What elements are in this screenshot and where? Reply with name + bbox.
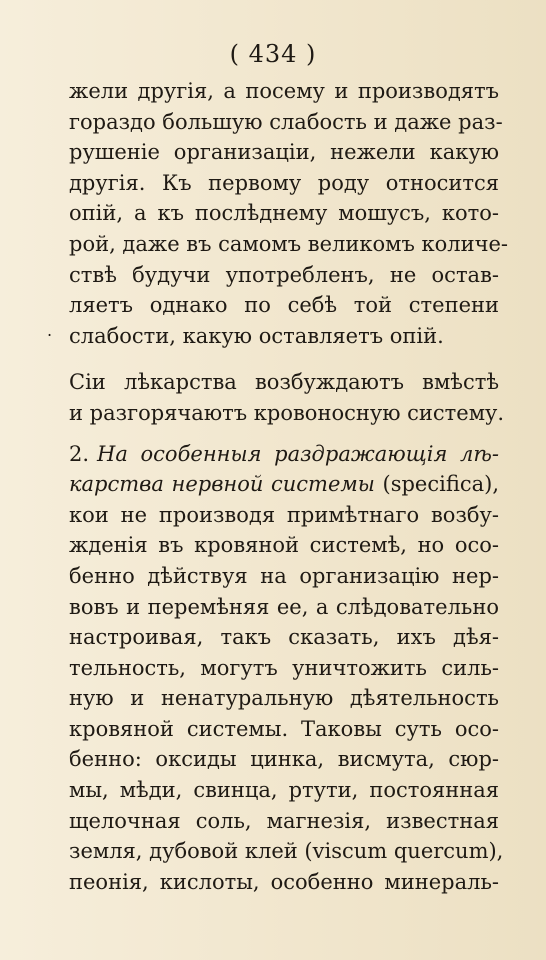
section-number: 2. <box>69 441 90 466</box>
text-line: рушеніе организаціи, нежели какую <box>69 140 499 165</box>
margin-dot: . <box>47 321 53 340</box>
text-line: бенно дѣйствуя на организацію нер- <box>69 563 499 588</box>
text-line: щелочная соль, магнезія, известная <box>69 808 499 833</box>
text-line: вовъ и перемѣняя ее, а слѣдовательно <box>69 594 499 619</box>
text-line: тельность, могутъ уничтожить силь- <box>69 655 499 680</box>
text-line: настроивая, такъ сказать, ихъ дѣя- <box>69 625 499 650</box>
page-number: ( 434 ) <box>229 40 317 68</box>
text-line: и разгорячаютъ кровоносную систему. <box>69 400 505 425</box>
text-line: мы, мѣди, свинца, ртути, постоянная <box>69 778 499 803</box>
text-line: ляетъ однако по себѣ той степени <box>69 293 499 318</box>
text-line: рой, даже въ самомъ великомъ количе- <box>69 231 509 256</box>
text-line: земля, дубовой клей (viscum quercum), <box>69 839 504 864</box>
paragraph-gap <box>69 429 499 439</box>
section-heading-italic: На особенныя раздражающія лѣ- <box>97 441 499 466</box>
section-heading-line <box>69 469 499 500</box>
section-heading-italic: карства нервной системы <box>69 472 375 497</box>
text-line: слабости, какую оставляетъ опій. <box>69 323 444 348</box>
text-line: Сіи лѣкарства возбуждаютъ вмѣстѣ <box>69 370 499 395</box>
text-line: другія. Къ первому роду относится <box>69 170 499 195</box>
paragraph-gap <box>69 351 499 367</box>
section-heading-line <box>69 439 499 470</box>
text-line: опій, а къ послѣднему мошусъ, кото- <box>69 201 499 226</box>
latin-term: (specifica), <box>382 472 499 497</box>
text-line: пеонія, кислоты, особенно минераль- <box>69 869 499 894</box>
text-line: ствѣ будучи употребленъ, не остав- <box>69 262 499 287</box>
text-line: жели другія, а посему и производятъ <box>69 79 499 103</box>
text-line: гораздо большую слабость и даже раз- <box>69 109 503 134</box>
text-line: бенно: оксиды цинка, висмута, сюр- <box>69 747 499 772</box>
text-line: ную и ненатуральную дѣятельность <box>69 686 499 711</box>
text-line: кои не производя примѣтнаго возбу- <box>69 502 499 527</box>
text-line: кровяной системы. Таковы суть осо- <box>69 716 499 741</box>
text-line: жденія въ кровяной системѣ, но осо- <box>69 533 499 558</box>
body-text <box>69 76 509 897</box>
